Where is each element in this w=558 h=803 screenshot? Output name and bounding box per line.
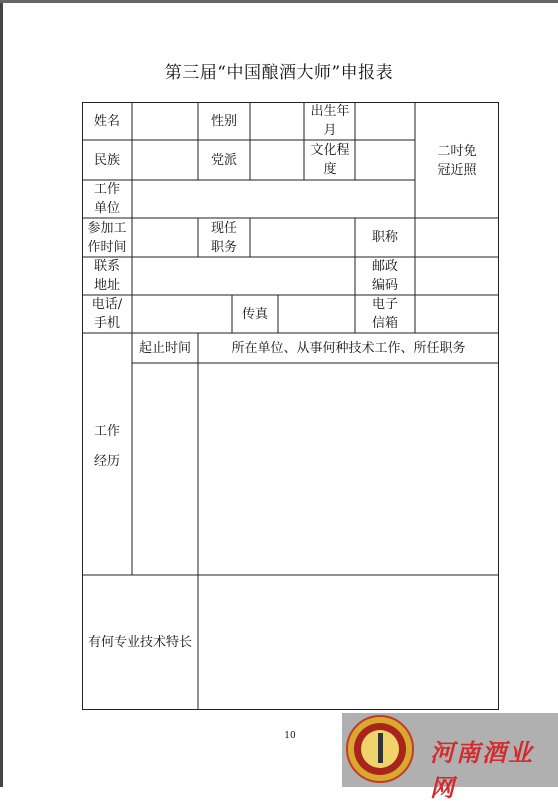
page-number: 10	[284, 731, 296, 741]
label-education: 文化程度	[310, 143, 350, 177]
label-party: 党派	[210, 152, 237, 168]
label-address: 联系地址	[93, 259, 120, 293]
label-fax: 传真	[241, 306, 268, 322]
label-work-unit: 工作单位	[93, 182, 120, 216]
scan-top-edge	[0, 0, 558, 3]
label-title-rank: 职称	[371, 230, 398, 245]
watermark-text: 河南酒业网	[430, 739, 534, 802]
label-period: 起止时间	[138, 340, 191, 356]
association-logo-icon	[346, 715, 414, 783]
watermark	[342, 713, 558, 802]
form-title: 第三届“中国酿酒大师”申报表	[164, 63, 394, 83]
label-photo: 二吋免冠近照	[437, 144, 477, 178]
label-name: 姓名	[93, 113, 120, 129]
label-gender: 性别	[210, 113, 237, 129]
label-postcode: 邮政编码	[371, 259, 398, 293]
application-form	[82, 102, 499, 710]
label-email: 电子信箱	[371, 297, 398, 331]
label-ethnicity: 民族	[93, 152, 120, 168]
label-join-work-time: 参加工作时间	[87, 220, 127, 255]
label-work-history: 工作经历	[94, 424, 121, 469]
label-specialty: 有何专业技术特长	[87, 635, 192, 650]
label-current-position: 现任职务	[210, 220, 237, 255]
label-history-desc: 所在单位、从事何种技术工作、所任职务	[231, 340, 466, 356]
label-birth: 出生年月	[310, 104, 350, 138]
label-phone: 电话/手机	[91, 297, 123, 331]
scan-left-edge	[0, 0, 3, 787]
